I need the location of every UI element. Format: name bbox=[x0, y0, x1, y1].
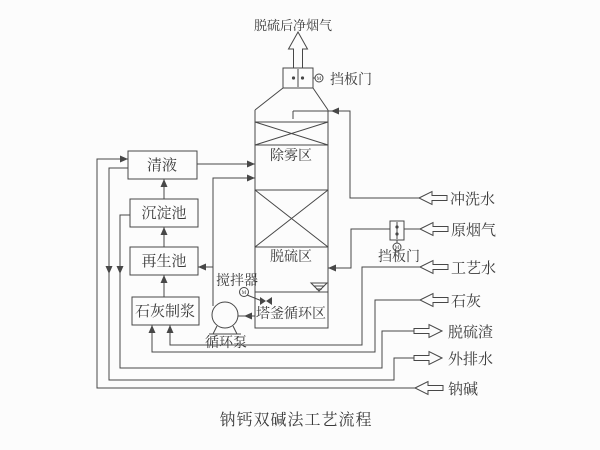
regeneration-tank-label: 再生池 bbox=[141, 254, 187, 270]
zone-demister-label: 除雾区 bbox=[270, 149, 312, 164]
diagram-title: 钠钙双碱法工艺流程 bbox=[219, 412, 373, 429]
agitator bbox=[216, 272, 272, 305]
clean-gas-outlet bbox=[254, 18, 332, 68]
agitator-label: 搅拌器 bbox=[216, 274, 258, 289]
discharge-water-arrow-icon bbox=[414, 352, 442, 365]
sodium-alkali-arrow-icon bbox=[415, 382, 443, 395]
impeller-icon bbox=[260, 297, 272, 305]
slag-label: 脱硫渣 bbox=[448, 325, 494, 341]
lime-label: 石灰 bbox=[451, 294, 482, 310]
raw-flue-gas-label: 原烟气 bbox=[451, 223, 497, 239]
pump-suction-line bbox=[238, 313, 255, 320]
clear-liquid-to-tower-line bbox=[197, 161, 255, 168]
inlet-damper-motor-symbol: M bbox=[394, 246, 400, 251]
process-water-label: 工艺水 bbox=[451, 261, 497, 277]
demister-pad bbox=[255, 122, 328, 145]
chain-flow-lines bbox=[161, 179, 168, 297]
top-damper-label: 挡板门 bbox=[330, 73, 372, 88]
flush-water-stream bbox=[293, 108, 495, 209]
discharge-water-label: 外排水 bbox=[448, 352, 494, 368]
lime-arrow-icon bbox=[420, 294, 448, 307]
clear-liquid-box bbox=[128, 151, 197, 179]
sodium-alkali-stream bbox=[97, 156, 478, 399]
regeneration-tank-box bbox=[130, 247, 198, 275]
flush-water-arrow-icon bbox=[419, 192, 447, 205]
pump-label: 循环泵 bbox=[205, 336, 247, 351]
zone-desulfurization-label: 脱硫区 bbox=[270, 250, 312, 265]
absorber-tower bbox=[255, 88, 328, 328]
circulation-pump bbox=[205, 302, 247, 351]
lime-slurry-label: 石灰制浆 bbox=[134, 304, 196, 320]
lime-slurry-box bbox=[132, 297, 199, 325]
lime-stream bbox=[149, 293, 482, 352]
slag-arrow-icon bbox=[414, 325, 442, 338]
settling-tank-label: 沉淀池 bbox=[141, 206, 187, 222]
inlet-damper-label: 挡板门 bbox=[378, 250, 420, 265]
clean-gas-arrow-icon bbox=[289, 32, 308, 68]
settling-tank-box bbox=[130, 199, 198, 227]
zone-sump-label: 塔釜循环区 bbox=[256, 307, 326, 322]
raw-flue-gas-arrow-icon bbox=[420, 223, 448, 236]
pump-icon bbox=[212, 302, 238, 328]
top-damper bbox=[283, 68, 372, 88]
clean-gas-label: 脱硫后净烟气 bbox=[253, 18, 333, 33]
clear-liquid-label: 清液 bbox=[146, 158, 178, 174]
agitator-motor-symbol: M bbox=[241, 291, 247, 296]
flush-water-label: 冲洗水 bbox=[450, 192, 496, 208]
process-water-arrow-icon bbox=[420, 261, 448, 274]
liquid-level-icon bbox=[311, 283, 327, 291]
damper-motor-symbol: M bbox=[316, 77, 322, 82]
packing-bed bbox=[255, 190, 328, 247]
sodium-alkali-label: 钠碱 bbox=[448, 382, 479, 398]
